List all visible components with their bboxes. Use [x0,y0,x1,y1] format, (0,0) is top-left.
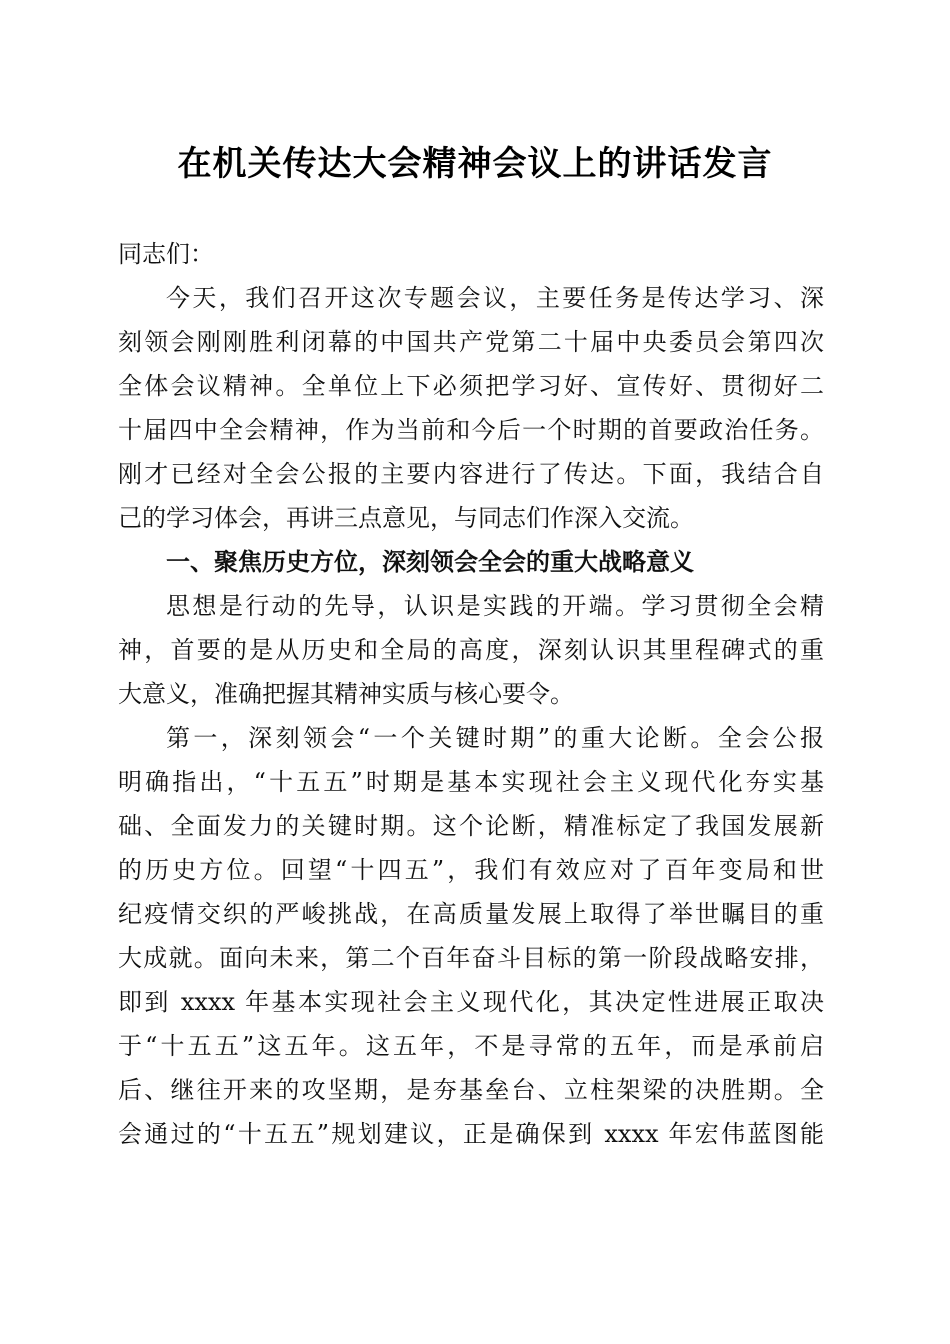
text-line: 后、继往开来的攻坚期，是夯基垒台、立柱架梁的决胜期。全 [118,1076,824,1104]
document-title: 在机关传达大会精神会议上的讲话发言 [177,144,773,184]
text-line: 十届四中全会精神，作为当前和今后一个时期的首要政治任务。 [118,416,824,444]
text-line: 思想是行动的先导，认识是实践的开端。学习贯彻全会精 [166,592,824,620]
text-line: 于“十五五”这五年。这五年，不是寻常的五年，而是承前启 [118,1032,824,1060]
text-line: 大意义，准确把握其精神实质与核心要令。 [118,680,574,708]
text-line: 即到 xxxx 年基本实现社会主义现代化，其决定性进展正取决 [118,988,824,1016]
text-line: 明确指出，“十五五”时期是基本实现社会主义现代化夯实基 [118,768,824,796]
text-line: 神，首要的是从历史和全局的高度，深刻认识其里程碑式的重 [118,636,824,664]
paragraph [118,716,824,1156]
text-line: 今天，我们召开这次专题会议，主要任务是传达学习、深 [166,284,824,312]
document-body [118,232,824,1156]
text-line: 会通过的“十五五”规划建议，正是确保到 xxxx 年宏伟蓝图能 [118,1120,824,1148]
text-line: 刚才已经对全会公报的主要内容进行了传达。下面，我结合自 [118,460,824,488]
text-line: 同志们： [118,240,214,268]
text-line: 己的学习体会，再讲三点意见，与同志们作深入交流。 [118,504,694,532]
text-line: 础、全面发力的关键时期。这个论断，精准标定了我国发展新 [118,812,824,840]
text-line: 纪疫情交织的严峻挑战，在高质量发展上取得了举世瞩目的重 [118,900,824,928]
paragraph [118,584,824,716]
text-line: 一、聚焦历史方位，深刻领会全会的重大战略意义 [166,548,694,576]
paragraph [118,276,824,540]
text-line: 的历史方位。回望“十四五”，我们有效应对了百年变局和世 [118,856,824,884]
text-line: 第一，深刻领会“一个关键时期”的重大论断。全会公报 [166,724,824,752]
section-heading [118,540,824,584]
salutation [118,232,824,276]
text-line: 大成就。面向未来，第二个百年奋斗目标的第一阶段战略安排， [118,944,824,972]
text-line: 全体会议精神。全单位上下必须把学习好、宣传好、贯彻好二 [118,372,824,400]
text-line: 刻领会刚刚胜利闭幕的中国共产党第二十届中央委员会第四次 [118,328,824,356]
